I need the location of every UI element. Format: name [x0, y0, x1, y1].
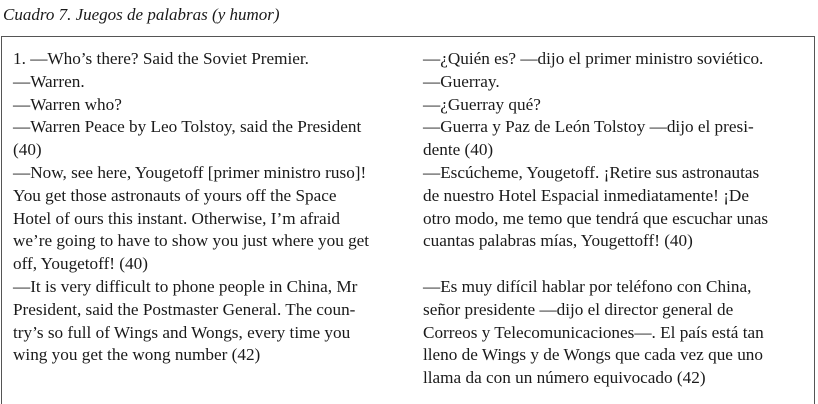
- english-line: —Now, see here, Yougetoff [primer ministro ruso]!: [13, 162, 367, 182]
- english-line: President, said the Postmaster General. The coun-: [13, 299, 356, 319]
- spanish-line: cuantas palabras mías, Yougettoff! (40): [423, 231, 693, 251]
- spanish-line: dente (40): [423, 140, 494, 160]
- english-line: we’re going to have to show you just where you get: [13, 231, 370, 251]
- paragraph-gap: [423, 253, 807, 276]
- spanish-line: Correos y Telecomunicaciones—. El país está tan: [423, 322, 764, 342]
- english-line: Hotel of ours this instant. Otherwise, I’m afraid: [13, 208, 340, 228]
- english-line: off, Yougetoff! (40): [13, 254, 148, 274]
- spanish-line: de nuestro Hotel Espacial inmediatamente! ¡De: [423, 185, 749, 205]
- spanish-line: —Guerra y Paz de León Tolstoy —dijo el presi-: [423, 117, 754, 137]
- english-line: (40): [13, 140, 42, 160]
- table-caption: Cuadro 7. Juegos de palabras (y humor): [3, 5, 280, 24]
- spanish-line: —¿Quién es? —dijo el primer ministro soviético.: [423, 49, 764, 68]
- wordplay-table: [1, 36, 815, 404]
- spanish-line: señor presidente —dijo el director general de: [423, 299, 734, 319]
- english-line: —It is very difficult to phone people in China, Mr: [13, 276, 358, 296]
- spanish-line: —Es muy difícil hablar por teléfono con China,: [423, 276, 752, 296]
- spanish-line: lleno de Wings y de Wongs que cada vez que uno: [423, 345, 763, 365]
- spanish-line: —Escúcheme, Yougetoff. ¡Retire sus astronautas: [423, 162, 760, 182]
- spanish-column: [423, 48, 807, 390]
- english-line: try’s so full of Wings and Wongs, every time you: [13, 322, 351, 342]
- english-line: —Warren.: [13, 71, 85, 91]
- spanish-line: llama da con un número equivocado (42): [423, 368, 706, 388]
- spanish-line: otro modo, me temo que tendrá que escuchar unas: [423, 208, 769, 228]
- english-line: wing you get the wong number (42): [13, 345, 261, 365]
- spanish-line: —Guerray.: [423, 71, 500, 91]
- english-line: —Warren who?: [13, 94, 122, 114]
- english-line: —Warren Peace by Leo Tolstoy, said the President: [13, 117, 362, 137]
- spanish-line: —¿Guerray qué?: [423, 94, 541, 114]
- english-column: [13, 48, 401, 367]
- english-line: You get those astronauts of yours off the Space: [13, 185, 337, 205]
- english-line: 1. —Who’s there? Said the Soviet Premier.: [13, 49, 309, 68]
